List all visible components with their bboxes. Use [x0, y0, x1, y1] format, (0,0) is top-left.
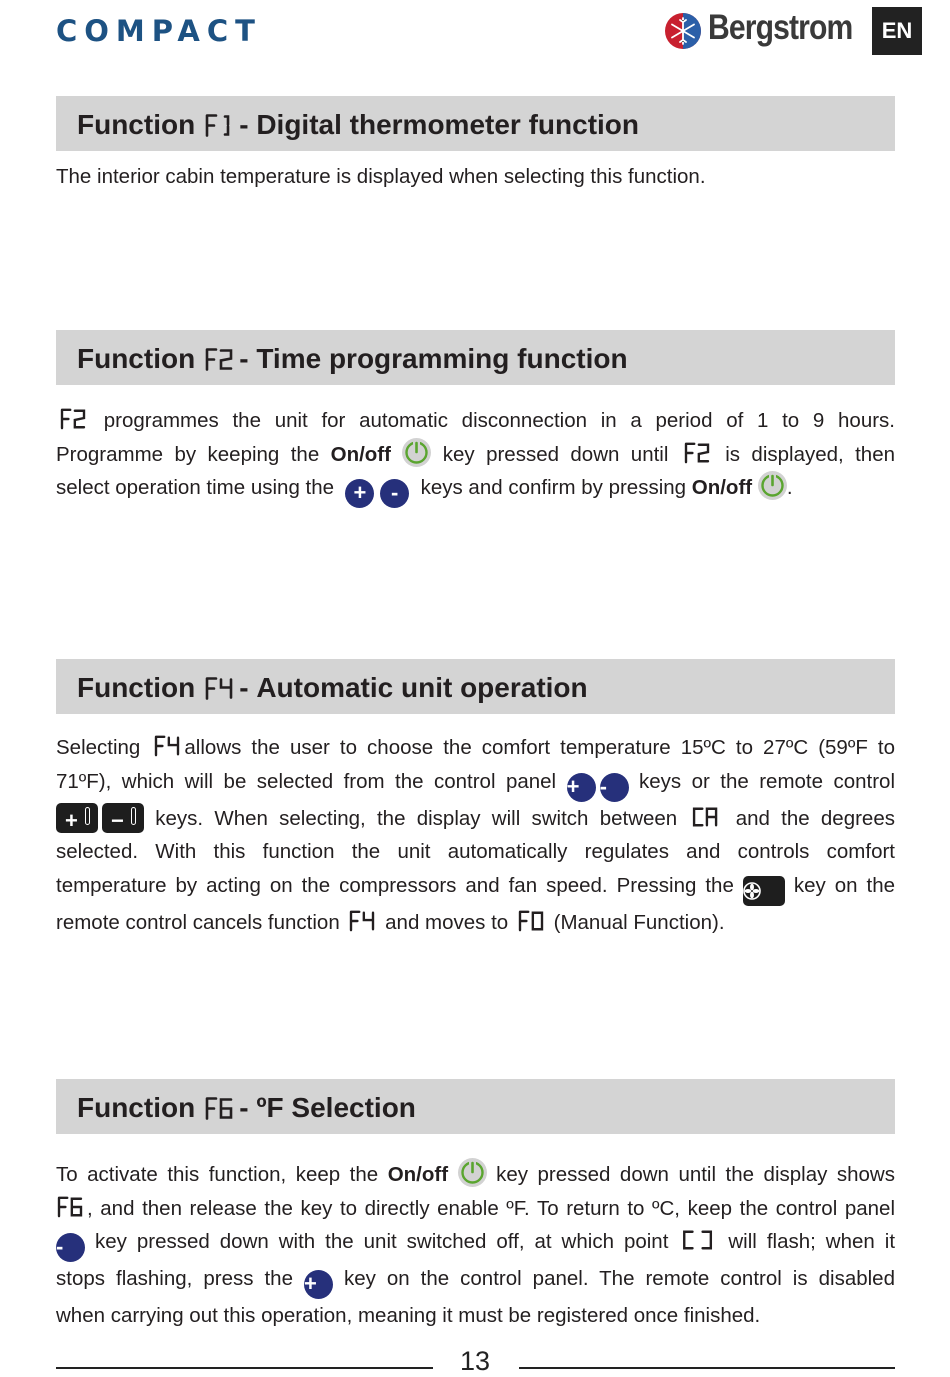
page-number: 13 [459, 1346, 491, 1376]
display-f0-icon [517, 910, 545, 932]
body-text: will flash; when it [728, 1230, 896, 1254]
display-f2-icon [205, 347, 233, 372]
minus-icon: - [600, 773, 629, 802]
section-header-f2 [56, 330, 895, 385]
plus-icon: + [304, 1270, 333, 1299]
power-icon [402, 438, 431, 467]
title-dash: - [239, 109, 257, 140]
onoff-label: On/off [330, 442, 391, 466]
body-text: and moves to [385, 910, 509, 934]
brand-name: COMPACT [56, 14, 262, 48]
body-text: programmes the unit for automatic disconnection in a period of 1 to 9 hours. [103, 409, 895, 432]
section-header-f6 [56, 1079, 895, 1134]
body-text: key pressed down until the display shows [496, 1163, 895, 1186]
display-f6-icon [56, 1196, 84, 1218]
fan-icon [743, 876, 785, 906]
title-dash: - [239, 1092, 257, 1123]
title-text: Time programming function [256, 343, 628, 374]
body-text: keys. When selecting, the display will switch between [155, 806, 678, 830]
body-text: (Manual Function). [553, 910, 725, 934]
section-body-f4 [56, 731, 895, 939]
title-text: Automatic unit operation [256, 672, 588, 703]
section-header-f1 [56, 96, 895, 151]
body-text: Selecting [56, 736, 141, 759]
body-text: key pressed down until [442, 442, 669, 466]
body-text: . [786, 476, 793, 500]
section-body-f6 [56, 1158, 895, 1333]
display-f2-icon [683, 442, 711, 464]
body-text: keys and confirm by pressing [420, 476, 687, 500]
function-word: Function [77, 343, 196, 374]
section-title [77, 1092, 416, 1124]
display-f4-icon [205, 676, 233, 701]
remote-minus-thermometer-icon: − [102, 803, 144, 833]
snowflake-emblem-icon [664, 12, 702, 50]
body-text: stops flashing, press the [56, 1267, 293, 1291]
minus-icon: - [380, 479, 409, 508]
display-ca-icon [691, 806, 721, 828]
plus-icon: + [567, 773, 596, 802]
section-body-f2 [56, 404, 895, 508]
body-text: and the degrees [735, 806, 895, 830]
display-f2-icon [59, 408, 87, 430]
plus-icon: + [345, 479, 374, 508]
title-text: Digital thermometer function [256, 109, 640, 140]
body-text: allows the user to choose the comfort temperature 15ºC to 27ºC (59ºF to [184, 736, 895, 759]
minus-icon: - [56, 1233, 85, 1262]
body-text: To activate this function, keep the [56, 1163, 379, 1186]
power-icon [758, 471, 787, 500]
body-text: key on the control panel. The remote control is disabled [343, 1267, 895, 1291]
section-title [77, 109, 639, 141]
body-text: is displayed, then [725, 442, 896, 466]
section-body-f1 [56, 160, 895, 194]
power-icon [458, 1158, 487, 1187]
remote-plus-thermometer-icon: + [56, 803, 98, 833]
function-word: Function [77, 109, 196, 140]
display-f1-icon [205, 113, 233, 138]
body-text: Programme by keeping the [56, 442, 320, 466]
function-word: Function [77, 672, 196, 703]
onoff-label: On/off [691, 476, 753, 500]
display-f4-icon [348, 910, 376, 932]
title-dash: - [239, 672, 257, 703]
body-text: , and then release the key to directly enable ºF. To return to ºC, keep the control panel [87, 1196, 895, 1220]
body-text: temperature by acting on the compressors and fan speed. Pressing the [56, 873, 734, 897]
footer-rule-left [56, 1367, 433, 1369]
body-text: when carrying out this operation, meaning it must be registered once finished. [56, 1304, 761, 1328]
section-header-f4 [56, 659, 895, 714]
language-badge: EN [872, 7, 922, 55]
display-f6-icon [205, 1096, 233, 1121]
body-text: select operation time using the [56, 476, 335, 500]
section-title [77, 672, 588, 704]
body-text: key pressed down with the unit switched off, at which point [94, 1230, 669, 1254]
body-line: The interior cabin temperature is displayed when selecting this function. [56, 165, 706, 188]
display-f4-icon [153, 735, 181, 757]
section-title [77, 343, 628, 375]
body-text: 71ºF), which will be selected from the control panel [56, 769, 557, 793]
body-text: remote control cancels function [56, 910, 340, 934]
function-word: Function [77, 1092, 196, 1123]
logo-wordmark: Bergstrom [708, 8, 853, 47]
title-text: ºF Selection [256, 1092, 416, 1123]
bergstrom-logo [662, 8, 872, 54]
footer-rule-right [519, 1367, 895, 1369]
body-text: keys or the remote control [639, 769, 895, 793]
title-dash: - [239, 343, 257, 374]
display-c-blank-icon [681, 1229, 715, 1251]
body-text: selected. With this function the unit automatically regulates and controls comfort [56, 840, 895, 864]
body-text: key on the [793, 873, 895, 897]
onoff-label: On/off [387, 1163, 449, 1186]
